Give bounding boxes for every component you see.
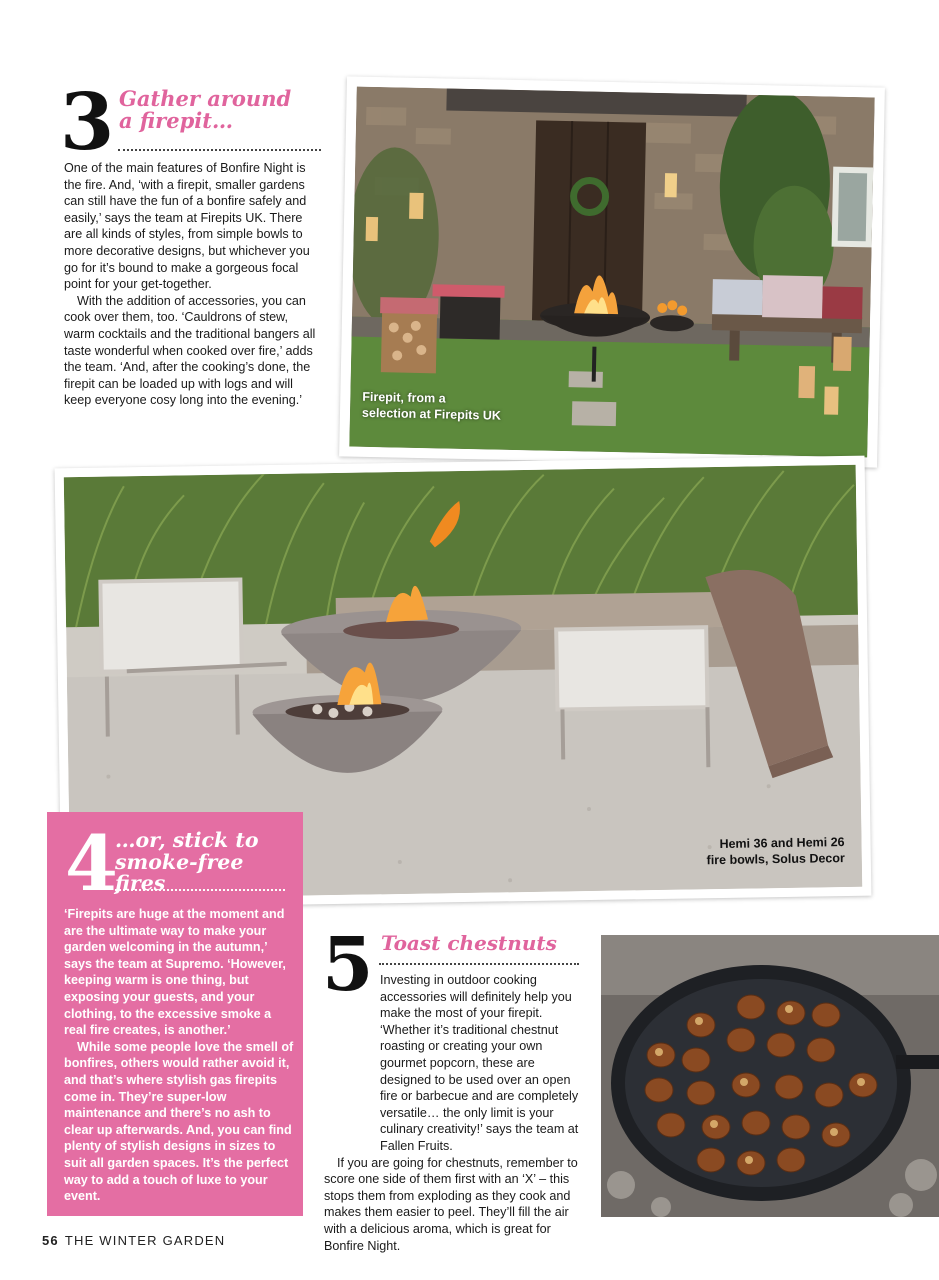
section-4-paragraph-1: ‘Firepits are huge at the moment and are the ultimate way to make your garden welcoming in the autumn,’ says the team at Supremo. ‘However, keeping warm is one thing, but exposing your guests, and your clothing, to the excessive smoke a real fire creates, is another.’: [64, 907, 286, 1038]
chestnut-pan-photo: [601, 935, 939, 1217]
section-3-heading-line1: Gather around: [119, 86, 292, 111]
section-4-heading-line2: smoke-free fires: [115, 849, 244, 896]
photo-1-caption: [362, 389, 563, 425]
photo-1-caption-line1: Firepit, from a: [362, 389, 446, 406]
section-3-number: 3: [60, 77, 115, 168]
section-3-heading: [119, 88, 319, 132]
section-5-number: 5: [322, 922, 374, 1008]
section-4-heading-line1: …or, stick to: [115, 828, 259, 852]
section-4-heading: [115, 830, 295, 895]
photo-2-caption-line1: Hemi 36 and Hemi 26: [719, 835, 845, 851]
section-5-paragraph-2: If you are going for chestnuts, remember to score one side of them first with an ‘X’ – this stops them from exploding as they cook and makes them easier to peel. They’ll fill the air with a delicious aroma, which is great for Bonfire Night.: [324, 1155, 578, 1253]
section-4-body: [64, 906, 296, 1205]
section-5-paragraph-1: Investing in outdoor cooking accessories will definitely help you make the most of your firepit. ‘Whether it’s traditional chestnut roasting or creating your own gourmet popcorn, these are designed to be used over an open fire or barbecue and are completely versatile… the only limit is your culinary creativity!’ says the team at Fallen Fruits.: [380, 973, 579, 1153]
page-number: 56: [42, 1233, 59, 1248]
publication-name: THE WINTER GARDEN: [64, 1233, 226, 1248]
section-4-paragraph-2: While some people love the smell of bonfires, others would rather avoid it, and that’s where stylish gas firepits come in. They’re super-low maintenance and there’s no ash to clear up afterwards. And, you can find plenty of stylish designs in sizes to suit all garden spaces. It’s the perfect way to add a touch of luxe to your event.: [64, 1039, 294, 1204]
section-4-box: [47, 812, 303, 1216]
section-4-number: 4: [65, 819, 118, 908]
section-5-heading: Toast chestnuts: [381, 931, 557, 955]
section-3-body: [64, 160, 322, 409]
firepit-cottage-photo: [339, 76, 885, 467]
section-3-paragraph-1: One of the main features of Bonfire Night is the fire. And, ‘with a firepit, smaller gardens can still have the fun of a bonfire safely and easily,’ says the team at Firepits UK. There are all kinds of styles, from simple bowls to more decorative designs, but whichever you go for it’s bound to make a gorgeous focal point for your get-together.: [64, 161, 310, 292]
section-5-body: [324, 972, 586, 1254]
photo-1-caption-line2: selection at Firepits UK: [361, 405, 502, 423]
section-5-divider: [379, 963, 579, 965]
section-3-divider: [118, 149, 321, 151]
photo-2-caption: [624, 834, 844, 869]
section-4-divider: [115, 889, 285, 891]
page-footer: [42, 1233, 225, 1248]
section-3-paragraph-2: With the addition of accessories, you can cook over them, too. ‘Cauldrons of stew, warm cocktails and the traditional bangers all taste wonderful when cooked over fire,’ adds the team. ‘And, after the cooking’s done, the firepit can be loaded up with logs and will keep everyone cosy long into the evening.’: [64, 293, 316, 408]
photo-2-caption-line2: fire bowls, Solus Decor: [706, 851, 845, 868]
section-3-heading-line2: a firepit…: [119, 108, 233, 134]
